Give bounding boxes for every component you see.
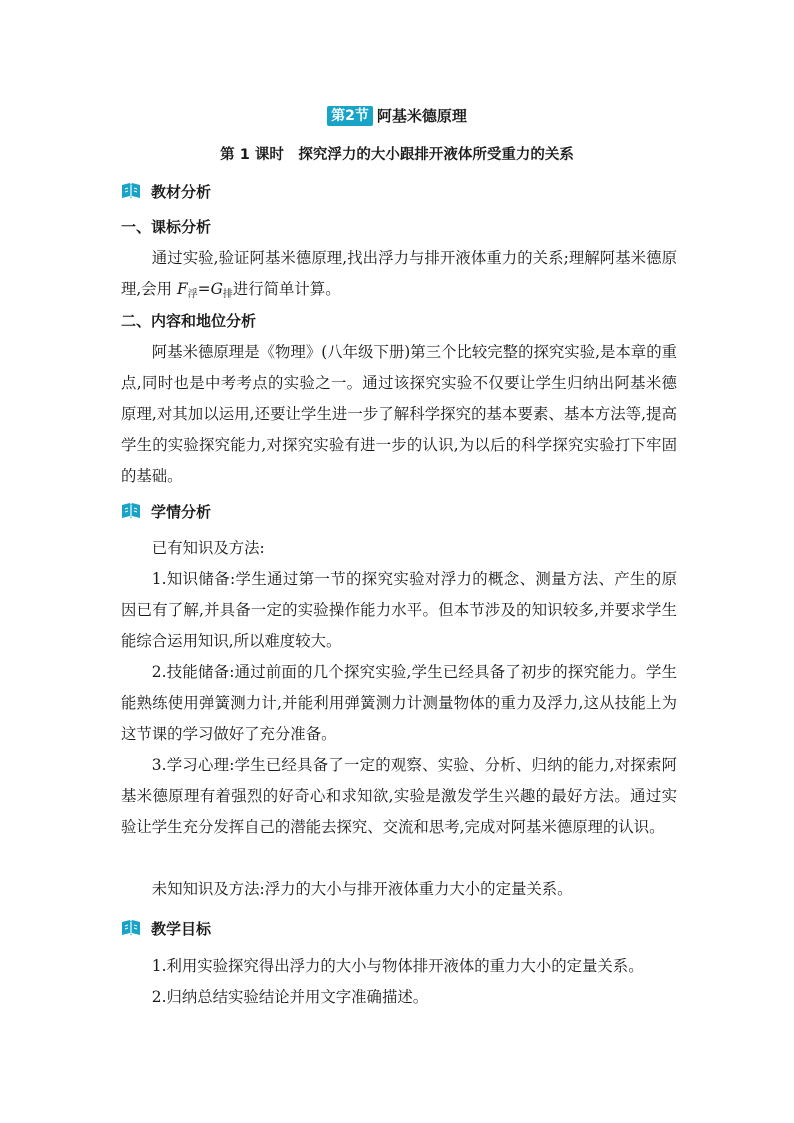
goals-item-2: 2.归纳总结实验结论并用文字准确描述。 (151, 988, 429, 1006)
formula-eq: = (197, 280, 211, 298)
formula-f-sub: 浮 (187, 289, 198, 300)
curriculum-text-1: 通过实验,验证阿基米德原理,找出浮力与排开液体重力的关系;理解阿基米德原理,会用 (121, 249, 677, 298)
section-header-material (121, 180, 211, 202)
formula-f: F (176, 280, 188, 298)
section-title-students: 学情分析 (151, 502, 212, 521)
students-unknown: 未知知识及方法:浮力的大小与排开液体重力大小的定量关系。 (151, 880, 573, 898)
students-intro: 已有知识及方法: (151, 539, 265, 557)
content-paragraph: 阿基米德原理是《物理》(八年级下册)第三个比较完整的探究实验,是本章的重点,同时也是中考考点的实验之一。通过该探究实验不仅要让学生归纳出阿基米德原理,对其加以运用,还要让学生进一步了解科学探究的基本要素、基本方法等,提高学生的实验探究能力,对探究实验有进一步的认识,为以后的科学探究实验打下牢固的基础。 (121, 343, 677, 485)
section-badge: 第2节 (327, 106, 373, 126)
section-header-students (121, 500, 211, 522)
students-item-2: 2.技能储备:通过前面的几个探究实验,学生已经具备了初步的探究能力。学生能熟练使用弹簧测力计,并能利用弹簧测力计测量物体的重力及浮力,这从技能上为这节课的学习做好了充分准备。 (121, 663, 677, 743)
section-title-material: 教材分析 (151, 182, 212, 201)
section-title-goals: 教学目标 (151, 919, 212, 938)
content-heading: 二、内容和地位分析 (121, 312, 257, 330)
section-header-goals (121, 917, 211, 939)
page-title: 阿基米德原理 (376, 107, 467, 125)
book-icon (121, 919, 141, 937)
curriculum-paragraph (121, 243, 677, 310)
lesson-header (0, 105, 794, 126)
page-subtitle: 第 1 课时 探究浮力的大小跟排开液体所受重力的关系 (220, 147, 574, 163)
students-item-3: 3.学习心理:学生已经具备了一定的观察、实验、分析、归纳的能力,对探索阿基米德原理有着强烈的好奇心和求知欲,实验是激发学生兴趣的最好方法。通过实验让学生充分发挥自己的潜能去探究、交流和思考,完成对阿基米德原理的认识。 (121, 756, 677, 836)
book-icon (121, 502, 141, 520)
curriculum-heading: 一、课标分析 (121, 218, 212, 236)
students-item-1: 1.知识储备:学生通过第一节的探究实验对浮力的概念、测量方法、产生的原因已有了解,并具备一定的实验操作能力水平。但本节涉及的知识较多,并要求学生能综合运用知识,所以难度较大。 (121, 570, 677, 650)
formula-g: G (210, 280, 223, 298)
curriculum-text-2: 进行简单计算。 (232, 280, 341, 298)
goals-item-1: 1.利用实验探究得出浮力的大小与物体排开液体的重力大小的定量关系。 (151, 957, 644, 975)
formula-g-sub: 排 (222, 289, 233, 300)
book-icon (121, 182, 141, 200)
